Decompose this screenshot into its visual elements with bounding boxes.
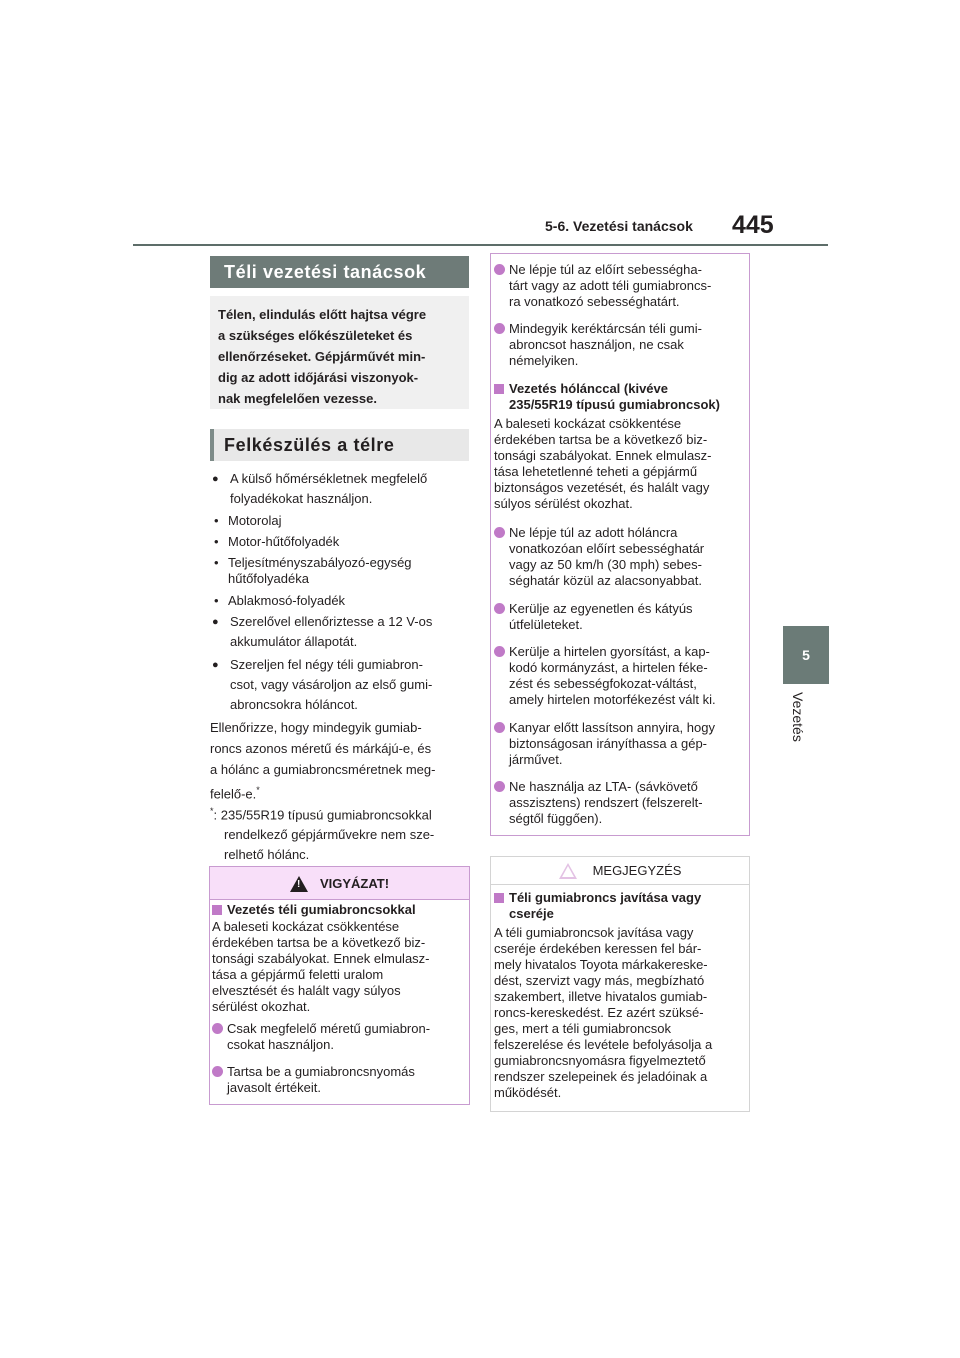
- caution-item: [494, 262, 746, 310]
- caution-item: [212, 1064, 468, 1096]
- chapter-tab: [783, 626, 829, 684]
- text-line: Vezetés téli gumiabroncsokkal: [227, 902, 416, 917]
- text-line: akkumulátor állapotát.: [230, 634, 358, 649]
- text-line: tárt vagy az adott téli gumiabroncs-: [509, 278, 712, 293]
- fluid-item: [212, 534, 470, 550]
- text-line: súlyos sérülést okozhat.: [494, 496, 633, 511]
- note-text: [494, 925, 746, 1101]
- text-line: ● Szereljen fel négy téli gumiabron-: [230, 657, 423, 672]
- text-line: cseréje: [509, 906, 554, 921]
- text-line: ra vonatkozó sebességhatárt.: [509, 294, 680, 309]
- warning-triangle-icon: [290, 876, 308, 892]
- intro-line: nak megfelelően vezesse.: [218, 391, 377, 406]
- text-line: tása a gépjármű feletti uralom: [212, 967, 384, 982]
- text-line: relhető hólánc.: [224, 847, 310, 863]
- note-heading: MEGJEGYZÉS: [592, 863, 682, 878]
- text-line: ● Szerelővel ellenőriztesse a 12 V-os: [230, 614, 433, 629]
- text-line: a hólánc a gumiabroncsméretnek meg-: [210, 762, 436, 777]
- text-line: útfelületeket.: [509, 617, 583, 632]
- text-line: Ellenőrizze, hogy mindegyik gumiab-: [210, 720, 422, 735]
- intro-line: dig az adott időjárási viszonyok-: [218, 370, 419, 385]
- caution-item: [212, 1021, 468, 1053]
- text-line: tonsági szabályokat. Ennek elmulasz-: [212, 951, 430, 966]
- text-line: Ne lépje túl az előírt sebességha-: [509, 262, 702, 277]
- text-line: rendelkező gépjárművekre nem sze-: [224, 827, 435, 843]
- note-header: [491, 857, 749, 884]
- caution-subheading: [212, 902, 468, 918]
- text-line: tása lehetetlenné teheti a gépjármű: [494, 464, 698, 479]
- text-line: Tartsa be a gumiabroncsnyomás: [227, 1064, 415, 1079]
- caution-text: [212, 919, 468, 1015]
- text-line: gumiabroncsnyomásra figyelmeztető: [494, 1053, 706, 1068]
- text-line: biztonságos vezetését, és halált vagy: [494, 480, 710, 495]
- text-line: Mindegyik keréktárcsán téli gumi-: [509, 321, 702, 336]
- caution-heading: VIGYÁZAT!: [319, 876, 390, 891]
- intro-line: Télen, elindulás előtt hajtsa végre: [218, 307, 427, 322]
- chapter-label: [792, 692, 816, 756]
- heading-winter-prep: [210, 429, 469, 461]
- text-line: • Motor-hűtőfolyadék: [228, 534, 340, 549]
- bullet-fluids: [212, 469, 470, 509]
- text-line: 235/55R19 típusú gumiabroncsokkal: [220, 807, 432, 823]
- caution-item: [494, 779, 746, 827]
- chain-text: [494, 416, 746, 512]
- text-line: kodó kormányzást, a hirtelen féke-: [509, 660, 708, 675]
- intro-line: a szükséges előkészületeket és: [218, 328, 413, 343]
- footnote-mark: *: [210, 806, 214, 816]
- text-line: elvesztését és halált vagy súlyos: [212, 983, 401, 998]
- text-line: roncs azonos méretű és márkájú-e, és: [210, 741, 432, 756]
- text-line: tonsági szabályokat. Ennek elmulasz-: [494, 448, 712, 463]
- note-divider: [491, 884, 749, 885]
- text-line: felelő-e.: [210, 786, 257, 802]
- heading-winter-tips-text: Téli vezetési tanácsok: [224, 261, 427, 282]
- footnote-mark: *: [256, 785, 260, 795]
- text-line: Kerülje a hirtelen gyorsítást, a kap-: [509, 644, 710, 659]
- caution-header: [210, 867, 469, 900]
- chain-subheading: [494, 381, 746, 413]
- text-line: ségtől függően).: [509, 811, 603, 826]
- text-line: csot, vagy vásároljon az első gumi-: [230, 677, 433, 692]
- text-line: • Teljesítményszabályozó-egység: [228, 555, 412, 570]
- intro-line: ellenőrzéseket. Gépjárművét min-: [218, 349, 426, 364]
- text-line: Kerülje az egyenetlen és kátyús: [509, 601, 693, 616]
- text-line: érdekében tartsa be a következő biz-: [494, 432, 708, 447]
- text-line: ges, mert a téli gumiabroncsok: [494, 1021, 672, 1036]
- text-line: Csak megfelelő méretű gumiabron-: [227, 1021, 431, 1036]
- text-line: vonatkozóan előírt sebességhatár: [509, 541, 705, 556]
- text-line: rendszer szelepeinek és jeladóinak a: [494, 1069, 708, 1084]
- text-line: cseréje érdekében keressen fel bár-: [494, 941, 702, 956]
- text-line: ● A külső hőmérsékletnek megfelelő: [230, 471, 428, 486]
- text-line: A téli gumiabroncsok javítása vagy: [494, 925, 694, 940]
- chapter-number: 5: [802, 647, 810, 663]
- text-line: A baleseti kockázat csökkentése: [212, 919, 400, 934]
- text-line: csokat használjon.: [227, 1037, 334, 1052]
- text-line: mely hivatalos Toyota márkakereske-: [494, 957, 708, 972]
- text-line: asszisztens) rendszert (felszerelt-: [509, 795, 703, 810]
- heading-winter-prep-text: Felkészülés a télre: [224, 434, 395, 455]
- text-line: működését.: [494, 1085, 562, 1100]
- text-line: vagy az 50 km/h (30 mph) sebes-: [509, 557, 702, 572]
- text-line: szakembert, illetve hivatalos gumiab-: [494, 989, 708, 1004]
- notice-triangle-icon: [559, 863, 577, 879]
- text-line: séghatár közül az alacsonyabbat.: [509, 573, 702, 588]
- tire-check-paragraph: [210, 717, 470, 804]
- caution-item: [494, 321, 746, 369]
- page-number: 445: [732, 211, 774, 239]
- intro-box: [210, 296, 469, 409]
- caution-item: [494, 525, 746, 589]
- caution-divider: [210, 899, 469, 900]
- text-line: felszerelése és levétele befolyásolja a: [494, 1037, 713, 1052]
- chapter-label-text: Vezetés: [790, 692, 806, 742]
- text-line: • Ablakmosó-folyadék: [228, 593, 346, 608]
- header-rule: [133, 244, 828, 246]
- heading-winter-tips: [210, 256, 469, 288]
- footnote: *: 235/55R19 típusú gumiabroncsokkal rendelkező gépjárművekre nem sze- relhető hólánc.: [210, 801, 470, 865]
- text-line: zést és sebességfokozat-váltást,: [509, 676, 697, 691]
- caution-item: [494, 644, 746, 708]
- text-line: némelyiken.: [509, 353, 579, 368]
- bullet-battery: [212, 612, 470, 652]
- section-title: 5-6. Vezetési tanácsok: [545, 218, 693, 234]
- text-line: Ne lépje túl az adott hóláncra: [509, 525, 678, 540]
- text-line: folyadékokat használjon.: [230, 491, 373, 506]
- fluid-item: [212, 555, 470, 587]
- bullet-tires: [212, 655, 470, 715]
- fluid-item: [212, 593, 470, 609]
- text-line: Téli gumiabroncs javítása vagy: [509, 890, 702, 905]
- text-line: érdekében tartsa be a következő biz-: [212, 935, 426, 950]
- text-line: roncs-kereskedést. Ez azért szüksé-: [494, 1005, 704, 1020]
- text-line: biztonságosan irányíthassa a gép-: [509, 736, 708, 751]
- text-line: javasolt értékeit.: [227, 1080, 321, 1095]
- text-line: hűtőfolyadéka: [228, 571, 309, 586]
- text-line: járművet.: [509, 752, 563, 767]
- caution-item: [494, 720, 746, 768]
- text-line: sérülést okozhat.: [212, 999, 311, 1014]
- text-line: dést, szervizt vagy más, megbízható: [494, 973, 705, 988]
- text-line: Kanyar előtt lassítson annyira, hogy: [509, 720, 715, 735]
- text-line: • Motorolaj: [228, 513, 282, 528]
- caution-item: [494, 601, 746, 633]
- text-line: amely hirtelen motorfékezést vált ki.: [509, 692, 716, 707]
- fluid-item: [212, 513, 470, 529]
- text-line: Ne használja az LTA- (sávkövető: [509, 779, 698, 794]
- text-line: 235/55R19 típusú gumiabroncsok): [509, 397, 720, 412]
- text-line: Vezetés hólánccal (kivéve: [509, 381, 668, 396]
- note-subheading: [494, 890, 746, 922]
- text-line: abroncsokra hóláncot.: [230, 697, 358, 712]
- text-line: A baleseti kockázat csökkentése: [494, 416, 682, 431]
- text-line: abroncsot használjon, ne csak: [509, 337, 684, 352]
